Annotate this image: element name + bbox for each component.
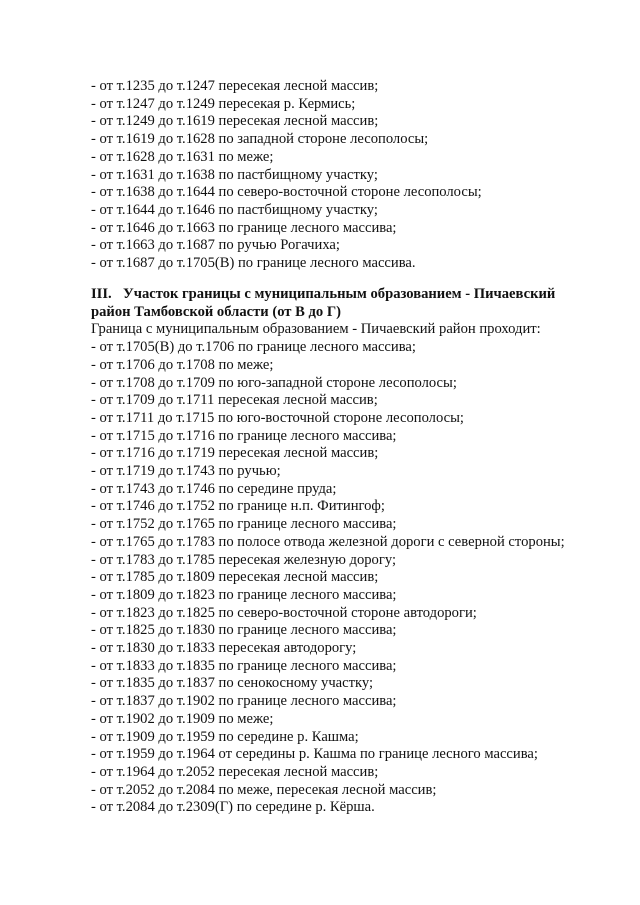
list-item: - от т.1909 до т.1959 по середине р. Кашма;: [91, 728, 359, 745]
list-item: - от т.1833 до т.1835 по границе лесного массива;: [91, 657, 397, 674]
list-item: - от т.1825 до т.1830 по границе лесного массива;: [91, 622, 397, 639]
list-item: - от т.1823 до т.1825 по северо-восточной стороне автодороги;: [91, 604, 477, 621]
section-intro: Граница с муниципальным образованием - Пичаевский район проходит:: [91, 321, 541, 338]
list-item: - от т.1628 до т.1631 по меже;: [91, 148, 274, 165]
list-item: - от т.1746 до т.1752 по границе н.п. Фитингоф;: [91, 498, 385, 515]
list-item: - от т.1743 до т.1746 по середине пруда;: [91, 480, 337, 497]
list-item: - от т.1711 до т.1715 по юго-восточной стороне лесополосы;: [91, 409, 464, 426]
list-item: - от т.1247 до т.1249 пересекая р. Кермись;: [91, 95, 356, 112]
list-item: - от т.1706 до т.1708 по меже;: [91, 356, 274, 373]
list-item: - от т.1638 до т.1644 по северо-восточной стороне лесополосы;: [91, 184, 482, 201]
list-item: - от т.2084 до т.2309(Г) по середине р. Кёрша.: [91, 799, 375, 816]
list-item: - от т.1902 до т.1909 по меже;: [91, 710, 274, 727]
list-item: - от т.1687 до т.1705(В) по границе лесного массива.: [91, 255, 416, 272]
list-item: - от т.1785 до т.1809 пересекая лесной массив;: [91, 569, 379, 586]
list-item: - от т.1830 до т.1833 пересекая автодорогу;: [91, 640, 357, 657]
list-item: - от т.1631 до т.1638 по пастбищному участку;: [91, 166, 378, 183]
list-item: - от т.1716 до т.1719 пересекая лесной массив;: [91, 445, 379, 462]
list-item: - от т.1964 до т.2052 пересекая лесной массив;: [91, 763, 379, 780]
list-item: - от т.1752 до т.1765 по границе лесного массива;: [91, 516, 397, 533]
list-item: - от т.1715 до т.1716 по границе лесного массива;: [91, 427, 397, 444]
list-item: - от т.1809 до т.1823 по границе лесного массива;: [91, 586, 397, 603]
list-item: - от т.1959 до т.1964 от середины р. Кашма по границе лесного массива;: [91, 746, 538, 763]
list-item: - от т.1705(В) до т.1706 по границе лесного массива;: [91, 339, 416, 356]
boundary-list-top: [91, 78, 631, 273]
section-heading-line2: район Тамбовской области (от В до Г): [91, 303, 341, 320]
list-item: - от т.1709 до т.1711 пересекая лесной массив;: [91, 392, 378, 409]
list-item: - от т.2052 до т.2084 по меже, пересекая лесной массив;: [91, 781, 437, 798]
section-heading: [91, 286, 631, 304]
section-3: [91, 286, 631, 817]
list-item: - от т.1783 до т.1785 пересекая железную дорогу;: [91, 551, 396, 568]
list-item: - от т.1644 до т.1646 по пастбищному участку;: [91, 201, 378, 218]
list-item: - от т.1765 до т.1783 по полосе отвода железной дороги с северной стороны;: [91, 533, 565, 550]
list-item: - от т.1719 до т.1743 по ручью;: [91, 463, 281, 480]
section-number: III.: [91, 286, 112, 302]
list-item: - от т.1619 до т.1628 по западной стороне лесополосы;: [91, 131, 429, 148]
list-item: - от т.1835 до т.1837 по сенокосному участку;: [91, 675, 374, 692]
list-item: - от т.1837 до т.1902 по границе лесного массива;: [91, 693, 397, 710]
list-item: - от т.1646 до т.1663 по границе лесного массива;: [91, 219, 397, 236]
list-item: - от т.1235 до т.1247 пересекая лесной массив;: [91, 78, 379, 94]
list-item: - от т.1663 до т.1687 по ручью Рогачиха;: [91, 237, 340, 254]
list-item: - от т.1708 до т.1709 по юго-западной стороне лесополосы;: [91, 374, 457, 391]
list-item: - от т.1249 до т.1619 пересекая лесной массив;: [91, 113, 379, 130]
section-heading-line1: Участок границы с муниципальным образованием - Пичаевский: [123, 286, 556, 302]
